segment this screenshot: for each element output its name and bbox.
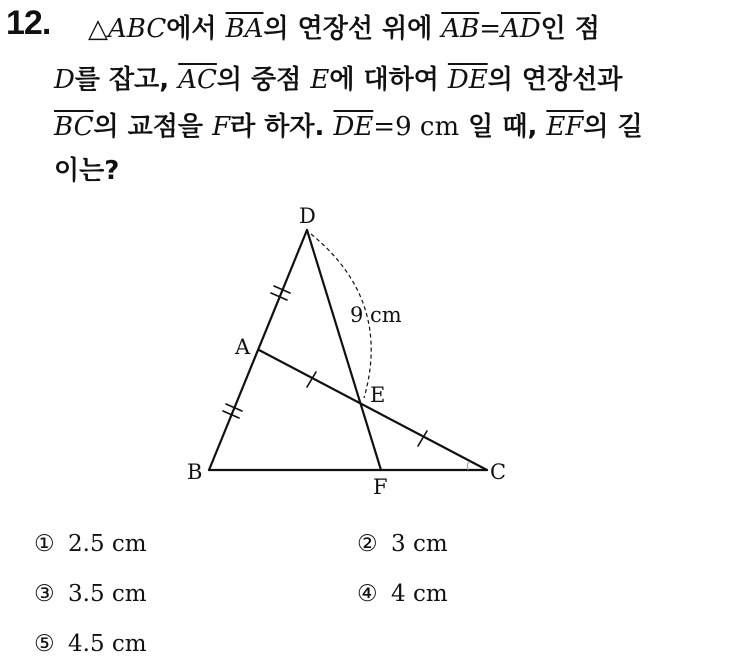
- question-text-segment: 의 교점을: [93, 112, 213, 142]
- question-text-segment: 라 하자.: [230, 112, 334, 142]
- question-line-3: [54, 106, 643, 143]
- choice-3-mark: ③: [34, 581, 55, 607]
- question-text-segment: 에서: [166, 14, 226, 44]
- question-text-segment: 이는?: [54, 156, 120, 186]
- question-text-segment: $\overline{DE}$: [333, 112, 374, 142]
- choice-4[interactable]: [357, 581, 448, 607]
- label-A: A: [235, 335, 251, 359]
- question-text-segment: △ABC: [88, 14, 167, 44]
- label-B: B: [187, 460, 203, 484]
- question-text-segment: E: [310, 65, 330, 95]
- choice-3-text: 3.5 cm: [68, 581, 147, 607]
- question-text-segment: D: [54, 65, 75, 95]
- question-text-segment: $\overline{AB}$: [441, 14, 480, 44]
- choice-5[interactable]: [34, 631, 147, 657]
- question-text-segment: 의 연장선과: [487, 65, 623, 95]
- choice-5-mark: ⑤: [34, 631, 55, 657]
- question-text-segment: 의 길: [583, 112, 643, 142]
- choice-2-mark: ②: [357, 531, 378, 557]
- question-text-segment: 를 잡고,: [74, 65, 179, 95]
- choice-4-text: 4 cm: [391, 581, 448, 607]
- question-text-segment: $\overline{EF}$: [546, 112, 584, 142]
- question-text-segment: =: [479, 14, 501, 44]
- label-D: D: [299, 204, 316, 228]
- question-text-segment: 에 대하여: [329, 65, 448, 95]
- question-text-segment: 인 점: [540, 14, 600, 44]
- question-line-2: [54, 59, 622, 96]
- choice-1[interactable]: [34, 531, 147, 557]
- question-number: 12.: [6, 4, 51, 42]
- segment-DF: [307, 230, 381, 470]
- choice-1-text: 2.5 cm: [68, 531, 147, 557]
- triangle-figure: [0, 195, 733, 515]
- choice-2[interactable]: [357, 531, 448, 557]
- question-line-1: [88, 8, 600, 45]
- label-C: C: [490, 460, 507, 484]
- question-text-segment: =: [373, 112, 396, 142]
- choice-3[interactable]: [34, 581, 147, 607]
- angle-mark-C: [467, 462, 470, 470]
- question-text-segment: 의 연장선 위에: [263, 14, 442, 44]
- choice-4-mark: ④: [357, 581, 378, 607]
- question-text-segment: 의 중점: [216, 65, 311, 95]
- question-text-segment: 9 cm: [395, 112, 460, 142]
- segment-AC: [259, 350, 487, 470]
- choice-5-text: 4.5 cm: [68, 631, 147, 657]
- question-text-segment: $\overline{BC}$: [54, 112, 94, 142]
- question-text-segment: $\overline{AC}$: [178, 65, 217, 95]
- question-text-segment: $\overline{AD}$: [501, 14, 541, 44]
- label-length: 9 cm: [350, 303, 402, 327]
- label-F: F: [373, 475, 388, 499]
- question-line-4: [54, 150, 119, 187]
- choice-2-text: 3 cm: [391, 531, 448, 557]
- choice-1-mark: ①: [34, 531, 55, 557]
- question-text-segment: $\overline{DE}$: [447, 65, 488, 95]
- question-text-segment: 일 때,: [459, 112, 547, 142]
- label-E: E: [370, 383, 386, 407]
- question-text-segment: F: [212, 112, 231, 142]
- question-text-segment: $\overline{BA}$: [225, 14, 264, 44]
